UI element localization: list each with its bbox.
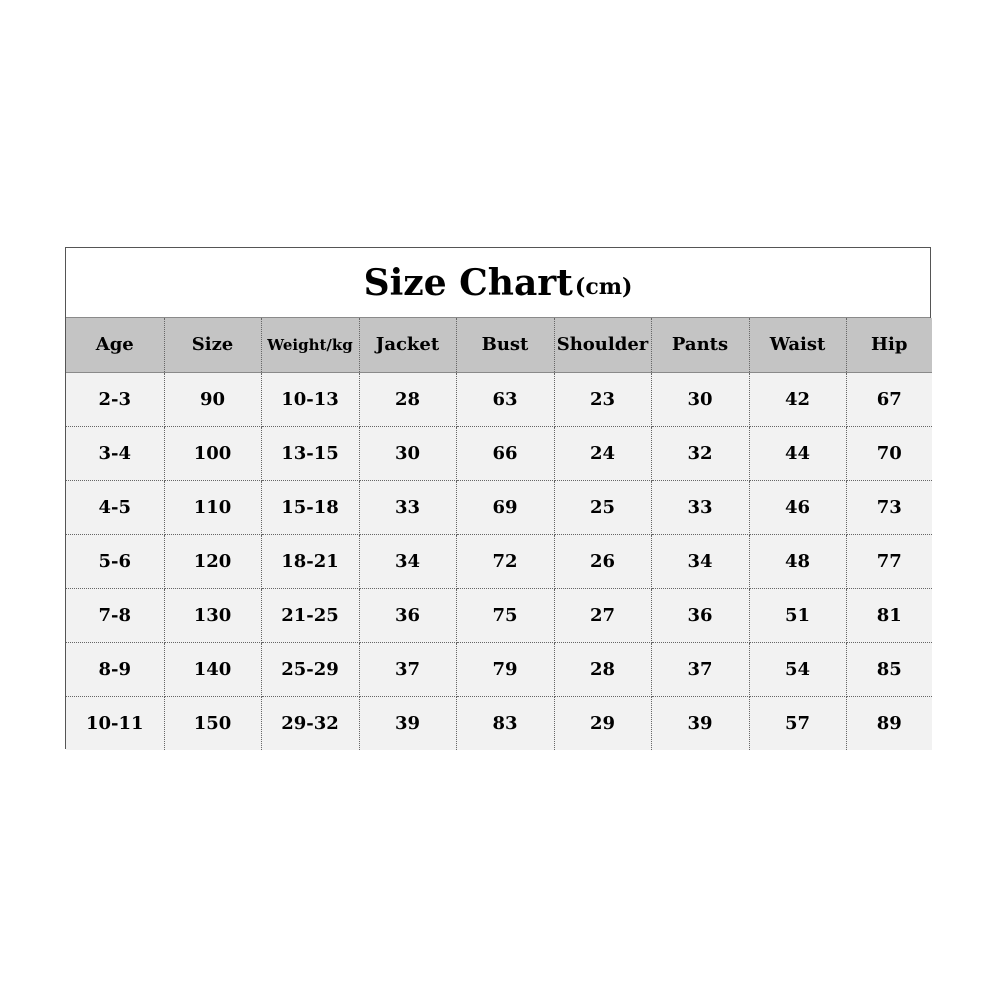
cell-jacket: 39	[359, 696, 456, 750]
header-size: Size	[164, 318, 261, 372]
cell-size: 150	[164, 696, 261, 750]
cell-hip: 89	[846, 696, 932, 750]
cell-weight: 21-25	[261, 588, 359, 642]
cell-bust: 75	[456, 588, 554, 642]
cell-bust: 72	[456, 534, 554, 588]
cell-age: 7-8	[66, 588, 164, 642]
cell-pants: 33	[651, 480, 749, 534]
cell-jacket: 33	[359, 480, 456, 534]
cell-pants: 39	[651, 696, 749, 750]
cell-hip: 67	[846, 372, 932, 426]
cell-weight: 29-32	[261, 696, 359, 750]
cell-age: 2-3	[66, 372, 164, 426]
cell-waist: 44	[749, 426, 846, 480]
cell-waist: 51	[749, 588, 846, 642]
cell-size: 140	[164, 642, 261, 696]
cell-bust: 66	[456, 426, 554, 480]
cell-size: 100	[164, 426, 261, 480]
cell-shoulder: 26	[554, 534, 651, 588]
header-pants: Pants	[651, 318, 749, 372]
cell-shoulder: 29	[554, 696, 651, 750]
cell-bust: 83	[456, 696, 554, 750]
header-jacket: Jacket	[359, 318, 456, 372]
chart-title-text: Size Chart	[363, 261, 573, 304]
cell-waist: 57	[749, 696, 846, 750]
cell-shoulder: 28	[554, 642, 651, 696]
cell-hip: 77	[846, 534, 932, 588]
cell-jacket: 28	[359, 372, 456, 426]
cell-shoulder: 25	[554, 480, 651, 534]
cell-waist: 48	[749, 534, 846, 588]
chart-title-unit: (cm)	[574, 273, 633, 300]
header-row	[66, 318, 932, 372]
table-row	[66, 696, 932, 750]
cell-weight: 10-13	[261, 372, 359, 426]
cell-size: 110	[164, 480, 261, 534]
cell-waist: 46	[749, 480, 846, 534]
cell-pants: 37	[651, 642, 749, 696]
cell-pants: 32	[651, 426, 749, 480]
cell-age: 4-5	[66, 480, 164, 534]
cell-weight: 13-15	[261, 426, 359, 480]
cell-jacket: 36	[359, 588, 456, 642]
header-bust: Bust	[456, 318, 554, 372]
cell-weight: 25-29	[261, 642, 359, 696]
table-row	[66, 534, 932, 588]
cell-size: 120	[164, 534, 261, 588]
cell-age: 8-9	[66, 642, 164, 696]
cell-jacket: 34	[359, 534, 456, 588]
cell-pants: 30	[651, 372, 749, 426]
table-row	[66, 372, 932, 426]
cell-shoulder: 24	[554, 426, 651, 480]
table-row	[66, 642, 932, 696]
cell-size: 130	[164, 588, 261, 642]
cell-hip: 81	[846, 588, 932, 642]
header-age: Age	[66, 318, 164, 372]
table-row	[66, 426, 932, 480]
cell-waist: 54	[749, 642, 846, 696]
cell-jacket: 37	[359, 642, 456, 696]
cell-size: 90	[164, 372, 261, 426]
chart-title	[66, 248, 930, 318]
header-hip: Hip	[846, 318, 932, 372]
table-row	[66, 588, 932, 642]
table-row	[66, 480, 932, 534]
cell-hip: 85	[846, 642, 932, 696]
cell-shoulder: 27	[554, 588, 651, 642]
cell-weight: 15-18	[261, 480, 359, 534]
cell-bust: 63	[456, 372, 554, 426]
cell-jacket: 30	[359, 426, 456, 480]
header-shoulder: Shoulder	[554, 318, 651, 372]
cell-bust: 79	[456, 642, 554, 696]
cell-hip: 70	[846, 426, 932, 480]
cell-age: 5-6	[66, 534, 164, 588]
cell-waist: 42	[749, 372, 846, 426]
header-waist: Waist	[749, 318, 846, 372]
cell-pants: 34	[651, 534, 749, 588]
size-chart	[65, 247, 931, 749]
cell-bust: 69	[456, 480, 554, 534]
cell-shoulder: 23	[554, 372, 651, 426]
cell-pants: 36	[651, 588, 749, 642]
cell-age: 10-11	[66, 696, 164, 750]
header-weight: Weight/kg	[261, 318, 359, 372]
size-table	[66, 318, 932, 750]
cell-weight: 18-21	[261, 534, 359, 588]
cell-age: 3-4	[66, 426, 164, 480]
cell-hip: 73	[846, 480, 932, 534]
